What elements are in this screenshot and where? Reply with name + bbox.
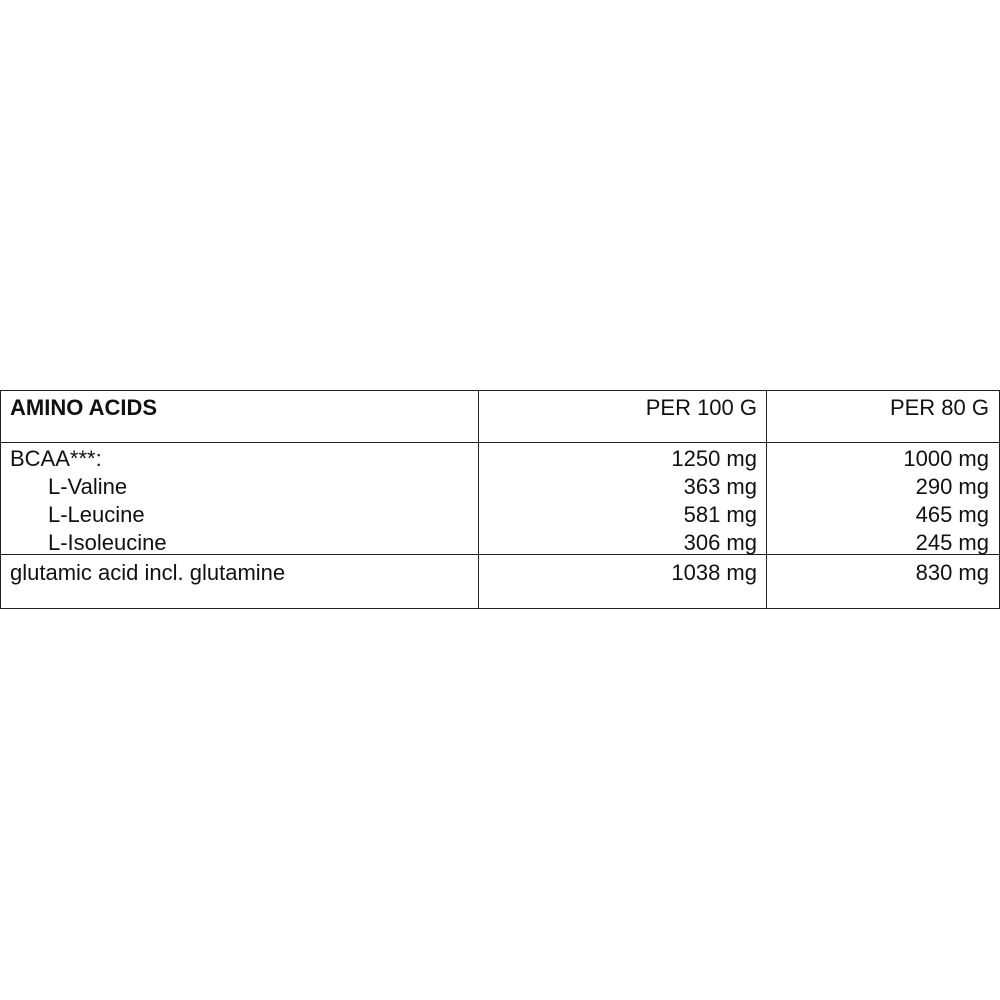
row-value-per-100g: 363 mg	[683, 474, 757, 499]
row-name-l-isoleucine: L-Isoleucine	[48, 530, 167, 555]
row-value-per-100g: 1038 mg	[671, 560, 757, 585]
column-divider	[766, 391, 767, 608]
column-header-per-100g: PER 100 G	[645, 395, 757, 420]
row-value-per-80g: 465 mg	[915, 502, 989, 527]
row-value-per-80g: 1000 mg	[903, 446, 989, 471]
row-value-per-80g: 830 mg	[915, 560, 989, 585]
row-name-bcaa: BCAA***:	[10, 446, 102, 471]
row-value-per-80g: 245 mg	[915, 530, 989, 555]
column-divider	[478, 391, 479, 608]
row-name-l-valine: L-Valine	[48, 474, 128, 499]
row-name-glutamic-acid: glutamic acid incl. glutamine	[10, 560, 286, 585]
row-value-per-100g: 306 mg	[683, 530, 757, 555]
row-value-per-80g: 290 mg	[915, 474, 989, 499]
header-divider	[1, 442, 999, 443]
row-value-per-100g: 1250 mg	[671, 446, 757, 471]
row-value-per-100g: 581 mg	[683, 502, 757, 527]
amino-acids-table	[0, 390, 1000, 609]
row-name-l-leucine: L-Leucine	[48, 502, 145, 527]
table-header-label: AMINO ACIDS	[10, 395, 158, 420]
column-header-per-80g: PER 80 G	[889, 395, 989, 420]
